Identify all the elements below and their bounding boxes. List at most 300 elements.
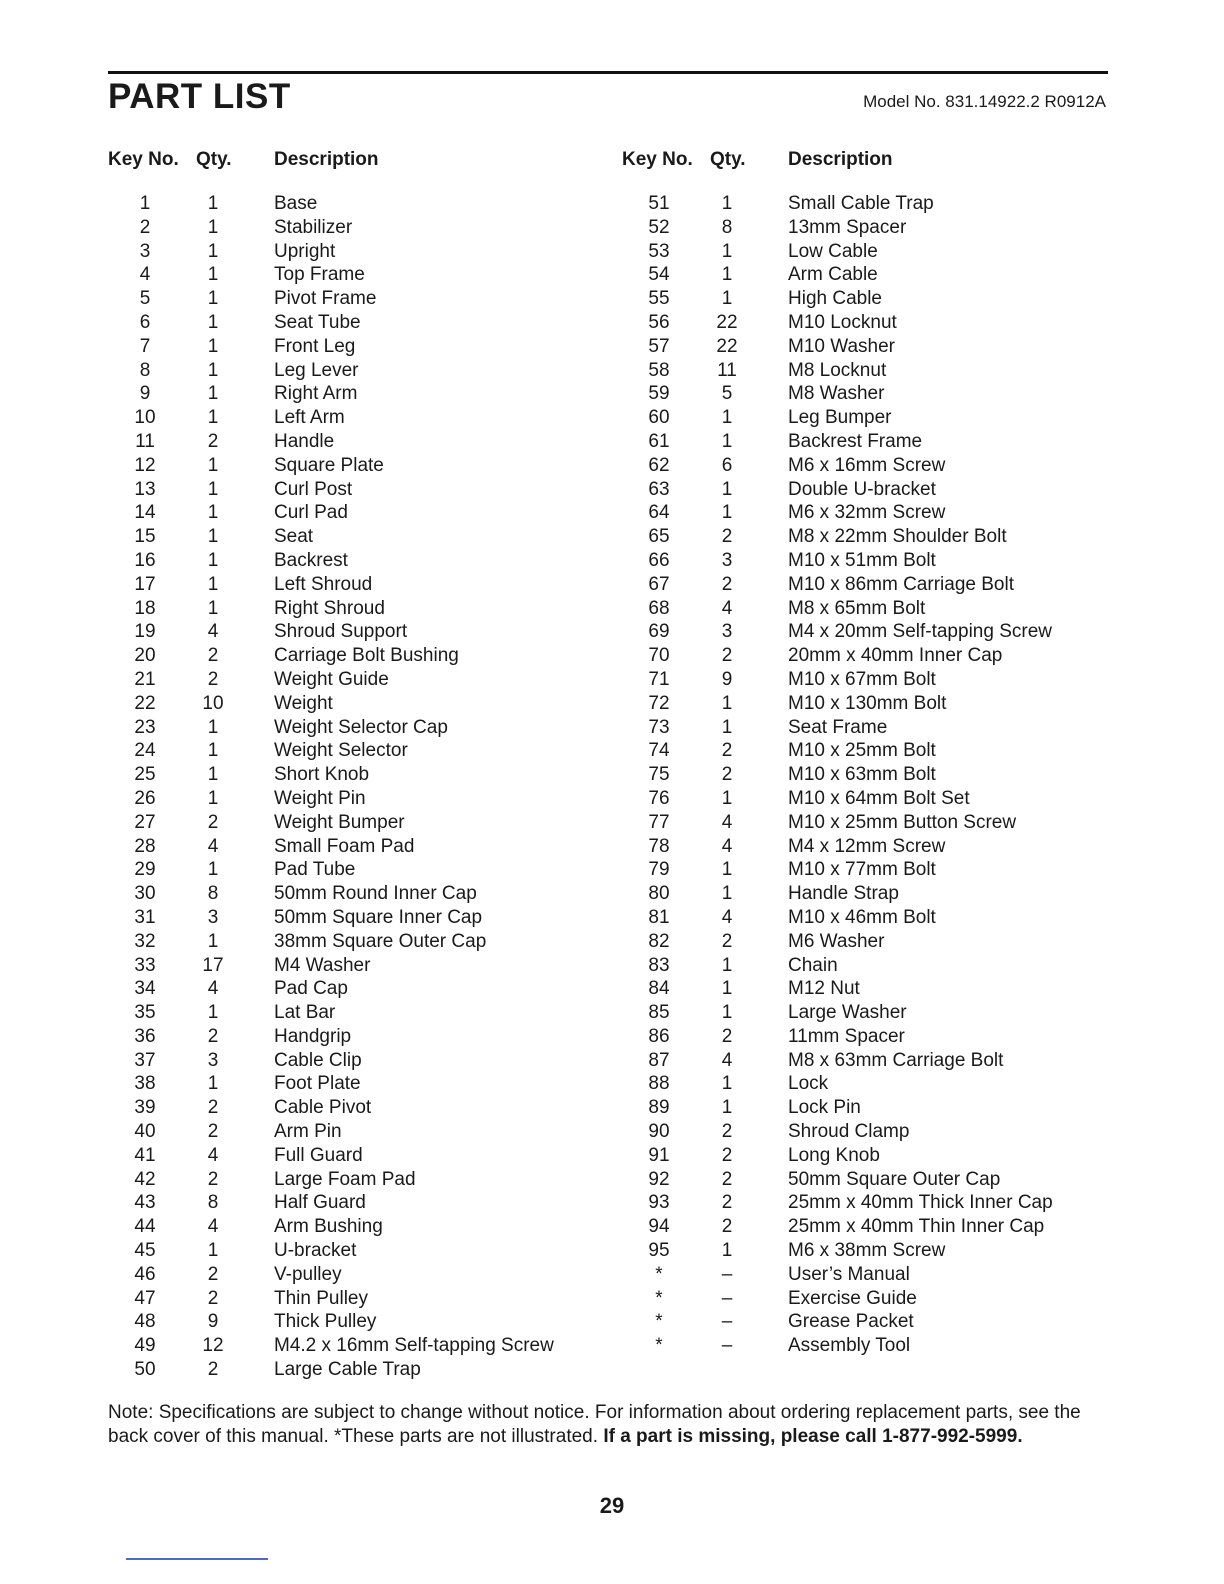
table-row <box>108 1263 608 1287</box>
table-row <box>108 382 608 406</box>
part-description: Curl Pad <box>274 502 348 524</box>
part-description: 25mm x 40mm Thin Inner Cap <box>788 1216 1045 1238</box>
part-qty: 1 <box>207 526 219 548</box>
table-row <box>108 287 608 311</box>
part-description: M10 x 77mm Bolt <box>788 859 936 881</box>
part-qty: 2 <box>207 430 219 452</box>
table-row <box>622 1239 1122 1263</box>
part-qty: 1 <box>207 764 219 786</box>
part-description: Weight Selector Cap <box>274 716 448 738</box>
part-key-no: 61 <box>648 430 670 452</box>
part-qty: 4 <box>721 597 733 619</box>
part-description: User’s Manual <box>788 1263 910 1285</box>
part-description: 11mm Spacer <box>788 1025 905 1047</box>
part-key-no: 85 <box>648 1002 670 1024</box>
part-description: M10 x 63mm Bolt <box>788 764 936 786</box>
part-qty: 2 <box>721 526 733 548</box>
part-key-no: 38 <box>134 1073 156 1095</box>
part-qty: 4 <box>207 1216 219 1238</box>
part-key-no: 80 <box>648 883 670 905</box>
part-key-no: 49 <box>134 1335 156 1357</box>
part-description: Stabilizer <box>274 216 353 238</box>
part-qty: 12 <box>202 1335 224 1357</box>
part-qty: 1 <box>721 1073 733 1095</box>
table-row <box>108 478 608 502</box>
table-row <box>622 573 1122 597</box>
table-row <box>108 1144 608 1168</box>
part-key-no: 79 <box>648 859 670 881</box>
part-qty: 2 <box>207 1121 219 1143</box>
table-row <box>108 311 608 335</box>
note-missing-part-call: If a part is missing, please call 1-877-992-5999. <box>603 1426 1023 1447</box>
table-row <box>622 1120 1122 1144</box>
part-description: Grease Packet <box>788 1311 914 1333</box>
part-key-no: 6 <box>139 311 151 333</box>
part-key-no: 77 <box>648 811 670 833</box>
table-row <box>622 1287 1122 1311</box>
part-description: Square Plate <box>274 454 384 476</box>
part-qty: 1 <box>721 1097 733 1119</box>
part-key-no: 63 <box>648 478 670 500</box>
table-row <box>622 430 1122 454</box>
part-description: 38mm Square Outer Cap <box>274 930 487 952</box>
table-row <box>622 240 1122 264</box>
table-row <box>622 977 1122 1001</box>
part-qty: 1 <box>207 407 219 429</box>
part-qty: 3 <box>721 549 733 571</box>
part-qty: 1 <box>207 311 219 333</box>
part-description: M10 x 130mm Bolt <box>788 692 947 714</box>
table-row <box>108 454 608 478</box>
part-description: M6 x 32mm Screw <box>788 502 946 524</box>
part-qty: 1 <box>207 1240 219 1262</box>
table-row <box>108 549 608 573</box>
part-qty: 3 <box>207 906 219 928</box>
part-description: M8 x 65mm Bolt <box>788 597 926 619</box>
part-key-no: 64 <box>648 502 670 524</box>
part-key-no: 15 <box>134 526 156 548</box>
part-key-no: 42 <box>134 1168 156 1190</box>
part-qty: 4 <box>207 835 219 857</box>
table-row <box>108 1191 608 1215</box>
part-description: Lock Pin <box>788 1097 861 1119</box>
part-key-no: 16 <box>134 549 156 571</box>
part-description: Arm Cable <box>788 264 878 286</box>
part-description: 50mm Round Inner Cap <box>274 883 477 905</box>
part-key-no: 92 <box>648 1168 670 1190</box>
part-description: Front Leg <box>274 335 356 357</box>
part-qty: 4 <box>721 1049 733 1071</box>
part-qty: 1 <box>207 1002 219 1024</box>
part-key-no: 14 <box>134 502 156 524</box>
part-key-no: 66 <box>648 549 670 571</box>
part-key-no: 21 <box>134 668 156 690</box>
part-description: Thin Pulley <box>274 1287 368 1309</box>
table-row <box>622 858 1122 882</box>
table-row <box>622 478 1122 502</box>
part-key-no: 37 <box>134 1049 156 1071</box>
table-row <box>622 1310 1122 1334</box>
part-key-no: 93 <box>648 1192 670 1214</box>
part-key-no: * <box>655 1335 663 1357</box>
table-row <box>622 406 1122 430</box>
part-qty: – <box>721 1311 733 1333</box>
part-qty: 2 <box>207 1263 219 1285</box>
table-row <box>622 1191 1122 1215</box>
table-row <box>622 692 1122 716</box>
table-row <box>108 406 608 430</box>
table-row <box>622 882 1122 906</box>
table-row <box>622 835 1122 859</box>
table-row <box>108 620 608 644</box>
part-qty: 1 <box>207 597 219 619</box>
part-qty: 8 <box>207 1192 219 1214</box>
footer-note <box>108 1401 1108 1449</box>
part-qty: 1 <box>721 288 733 310</box>
part-description: Arm Bushing <box>274 1216 383 1238</box>
part-qty: 4 <box>721 811 733 833</box>
part-key-no: 35 <box>134 1002 156 1024</box>
table-row <box>622 311 1122 335</box>
part-key-no: 74 <box>648 740 670 762</box>
part-description: Cable Clip <box>274 1049 362 1071</box>
table-row <box>622 382 1122 406</box>
table-row <box>622 1334 1122 1358</box>
part-qty: 1 <box>207 859 219 881</box>
page-title: PART LIST <box>108 77 291 116</box>
part-description: Upright <box>274 240 336 262</box>
part-description: Shroud Clamp <box>788 1121 910 1143</box>
part-description: Pivot Frame <box>274 288 377 310</box>
table-row <box>622 1215 1122 1239</box>
part-description: M4 x 12mm Screw <box>788 835 946 857</box>
part-qty: 1 <box>721 978 733 1000</box>
table-row <box>622 1168 1122 1192</box>
page-number: 29 <box>599 1493 625 1518</box>
part-qty: 2 <box>207 1097 219 1119</box>
part-description: Low Cable <box>788 240 878 262</box>
part-key-no: * <box>655 1263 663 1285</box>
part-qty: 1 <box>207 787 219 809</box>
part-qty: 1 <box>721 692 733 714</box>
part-key-no: 43 <box>134 1192 156 1214</box>
part-description: Foot Plate <box>274 1073 361 1095</box>
part-key-no: 32 <box>134 930 156 952</box>
part-key-no: 89 <box>648 1097 670 1119</box>
part-key-no: 71 <box>648 668 670 690</box>
part-key-no: 68 <box>648 597 670 619</box>
part-description: Large Washer <box>788 1002 907 1024</box>
part-description: Double U-bracket <box>788 478 936 500</box>
part-qty: 2 <box>207 645 219 667</box>
table-row <box>108 1001 608 1025</box>
table-row <box>108 1168 608 1192</box>
table-row <box>108 263 608 287</box>
part-qty: 1 <box>207 549 219 571</box>
table-row <box>108 954 608 978</box>
part-description: 13mm Spacer <box>788 216 907 238</box>
part-key-no: 81 <box>648 906 670 928</box>
part-description: U-bracket <box>274 1240 357 1262</box>
part-qty: 2 <box>207 668 219 690</box>
table-row <box>108 501 608 525</box>
part-qty: – <box>721 1263 733 1285</box>
part-key-no: 25 <box>134 764 156 786</box>
part-qty: 2 <box>721 1192 733 1214</box>
part-qty: 1 <box>721 716 733 738</box>
part-description: M10 x 64mm Bolt Set <box>788 787 970 809</box>
part-qty: 1 <box>207 740 219 762</box>
part-key-no: 95 <box>648 1240 670 1262</box>
part-key-no: * <box>655 1287 663 1309</box>
part-key-no: 9 <box>139 383 151 405</box>
part-description: M4 Washer <box>274 954 371 976</box>
part-description: Handgrip <box>274 1025 352 1047</box>
part-qty: 1 <box>721 478 733 500</box>
part-key-no: 11 <box>135 430 155 452</box>
part-qty: 1 <box>207 264 219 286</box>
part-qty: 11 <box>717 359 737 381</box>
part-key-no: 39 <box>134 1097 156 1119</box>
part-qty: 1 <box>721 787 733 809</box>
part-key-no: 91 <box>648 1144 670 1166</box>
part-key-no: 2 <box>139 216 151 238</box>
part-key-no: 54 <box>648 264 670 286</box>
part-qty: 22 <box>716 335 738 357</box>
part-qty: 2 <box>207 1287 219 1309</box>
part-qty: 10 <box>202 692 224 714</box>
part-description: 50mm Square Inner Cap <box>274 906 483 928</box>
part-description: Weight <box>274 692 333 714</box>
part-key-no: 5 <box>139 288 151 310</box>
part-description: Curl Post <box>274 478 353 500</box>
part-description: Leg Lever <box>274 359 359 381</box>
part-description: Lock <box>788 1073 829 1095</box>
top-rule <box>108 71 1108 74</box>
part-description: Short Knob <box>274 764 370 786</box>
table-row <box>108 525 608 549</box>
part-description: Thick Pulley <box>274 1311 377 1333</box>
part-key-no: 34 <box>134 978 156 1000</box>
part-key-no: 76 <box>648 787 670 809</box>
part-description: Weight Bumper <box>274 811 405 833</box>
table-row <box>622 525 1122 549</box>
header-qty: Qty. <box>196 149 232 170</box>
part-description: Base <box>274 193 318 214</box>
part-description: M6 x 38mm Screw <box>788 1240 946 1262</box>
part-qty: 6 <box>721 454 733 476</box>
part-key-no: 78 <box>648 835 670 857</box>
table-row <box>108 1334 608 1358</box>
table-row <box>622 287 1122 311</box>
part-qty: 1 <box>207 383 219 405</box>
part-key-no: 52 <box>648 216 670 238</box>
part-description: M6 Washer <box>788 930 885 952</box>
part-qty: 1 <box>207 573 219 595</box>
part-key-no: * <box>655 1311 663 1333</box>
part-qty: 1 <box>207 216 219 238</box>
model-number: Model No. 831.14922.2 R0912A <box>863 92 1106 111</box>
part-description: Seat Frame <box>788 716 888 738</box>
part-description: M8 Locknut <box>788 359 887 381</box>
table-row <box>108 930 608 954</box>
part-key-no: 40 <box>134 1121 156 1143</box>
header-description: Description <box>274 149 379 170</box>
part-key-no: 58 <box>648 359 670 381</box>
part-description: Handle <box>274 430 335 452</box>
table-row <box>108 1120 608 1144</box>
part-qty: – <box>721 1335 733 1357</box>
part-description: Weight Pin <box>274 787 366 809</box>
part-qty: 22 <box>716 311 738 333</box>
table-row <box>108 1025 608 1049</box>
part-key-no: 33 <box>134 954 156 976</box>
part-key-no: 65 <box>648 526 670 548</box>
bottom-line <box>126 1558 268 1560</box>
table-row <box>622 1072 1122 1096</box>
part-description: Exercise Guide <box>788 1287 917 1309</box>
table-row <box>622 739 1122 763</box>
part-description: Left Arm <box>274 407 345 429</box>
part-qty: 2 <box>721 645 733 667</box>
part-key-no: 8 <box>139 359 151 381</box>
part-qty: 1 <box>207 454 219 476</box>
table-row <box>108 1239 608 1263</box>
table-row <box>108 739 608 763</box>
part-key-no: 24 <box>134 740 156 762</box>
part-description: M10 x 25mm Bolt <box>788 740 936 762</box>
table-row <box>108 1310 608 1334</box>
part-description: Full Guard <box>274 1144 363 1166</box>
table-row <box>108 858 608 882</box>
header-key-no: Key No. <box>108 149 179 170</box>
part-description: Right Arm <box>274 383 358 405</box>
part-key-no: 51 <box>648 193 670 214</box>
table-row <box>108 1358 608 1382</box>
part-description: M10 Locknut <box>788 311 897 333</box>
part-key-no: 62 <box>648 454 670 476</box>
part-qty: 1 <box>721 1002 733 1024</box>
table-row <box>622 1096 1122 1120</box>
part-key-no: 86 <box>648 1025 670 1047</box>
part-qty: – <box>721 1287 733 1309</box>
table-row <box>622 335 1122 359</box>
table-row <box>622 359 1122 383</box>
table-row <box>622 597 1122 621</box>
part-key-no: 50 <box>134 1359 156 1381</box>
table-row <box>622 1049 1122 1073</box>
part-key-no: 83 <box>648 954 670 976</box>
part-qty: 2 <box>207 811 219 833</box>
table-row <box>108 668 608 692</box>
table-row <box>108 216 608 240</box>
part-description: Seat <box>274 526 314 548</box>
table-row <box>622 668 1122 692</box>
part-key-no: 7 <box>139 335 151 357</box>
table-row <box>622 763 1122 787</box>
part-qty: 1 <box>721 859 733 881</box>
table-row <box>622 644 1122 668</box>
table-row <box>622 954 1122 978</box>
part-qty: 1 <box>721 264 733 286</box>
table-row <box>622 930 1122 954</box>
table-row <box>108 597 608 621</box>
part-key-no: 46 <box>134 1263 156 1285</box>
part-key-no: 27 <box>134 811 156 833</box>
table-row <box>108 835 608 859</box>
table-row <box>108 787 608 811</box>
part-qty: 1 <box>721 193 733 214</box>
part-description: M10 Washer <box>788 335 895 357</box>
part-qty: 3 <box>207 1049 219 1071</box>
part-qty: 2 <box>721 1025 733 1047</box>
table-row <box>108 1096 608 1120</box>
part-key-no: 3 <box>139 240 151 262</box>
part-key-no: 12 <box>134 454 156 476</box>
part-key-no: 88 <box>648 1073 670 1095</box>
part-qty: 17 <box>202 954 224 976</box>
part-qty: 2 <box>207 1025 219 1047</box>
part-qty: 2 <box>207 1359 219 1381</box>
part-description: Backrest Frame <box>788 430 923 452</box>
table-row <box>108 644 608 668</box>
part-key-no: 59 <box>648 383 670 405</box>
part-description: Chain <box>788 954 838 976</box>
part-qty: 1 <box>721 954 733 976</box>
part-qty: 4 <box>207 621 219 643</box>
part-qty: 1 <box>721 240 733 262</box>
part-description: Right Shroud <box>274 597 385 619</box>
part-description: M4.2 x 16mm Self-tapping Screw <box>274 1335 554 1357</box>
part-description: 50mm Square Outer Cap <box>788 1168 1001 1190</box>
part-qty: 2 <box>721 573 733 595</box>
part-key-no: 69 <box>648 621 670 643</box>
part-description: M10 x 67mm Bolt <box>788 668 936 690</box>
part-qty: 1 <box>721 1240 733 1262</box>
table-row <box>622 454 1122 478</box>
part-description: Cable Pivot <box>274 1097 372 1119</box>
part-key-no: 20 <box>134 645 156 667</box>
part-description: M10 x 25mm Button Screw <box>788 811 1017 833</box>
part-qty: 2 <box>721 1121 733 1143</box>
header-description: Description <box>788 149 893 170</box>
table-row <box>108 1287 608 1311</box>
table-row <box>622 787 1122 811</box>
part-qty: 1 <box>721 883 733 905</box>
part-description: Assembly Tool <box>788 1335 911 1357</box>
part-qty: 1 <box>207 1073 219 1095</box>
table-row <box>622 192 1122 216</box>
part-qty: 2 <box>721 1168 733 1190</box>
part-description: M12 Nut <box>788 978 860 1000</box>
part-description: Handle Strap <box>788 883 899 905</box>
part-key-no: 30 <box>134 883 156 905</box>
table-row <box>622 1025 1122 1049</box>
part-key-no: 10 <box>134 407 156 429</box>
table-row <box>108 430 608 454</box>
part-qty: 1 <box>207 716 219 738</box>
part-qty: 1 <box>207 359 219 381</box>
part-key-no: 28 <box>134 835 156 857</box>
part-description: Leg Bumper <box>788 407 892 429</box>
part-key-no: 84 <box>648 978 670 1000</box>
part-key-no: 56 <box>648 311 670 333</box>
part-qty: 2 <box>721 1216 733 1238</box>
table-row <box>108 1049 608 1073</box>
part-key-no: 29 <box>134 859 156 881</box>
part-qty: 4 <box>207 1144 219 1166</box>
table-row <box>108 692 608 716</box>
